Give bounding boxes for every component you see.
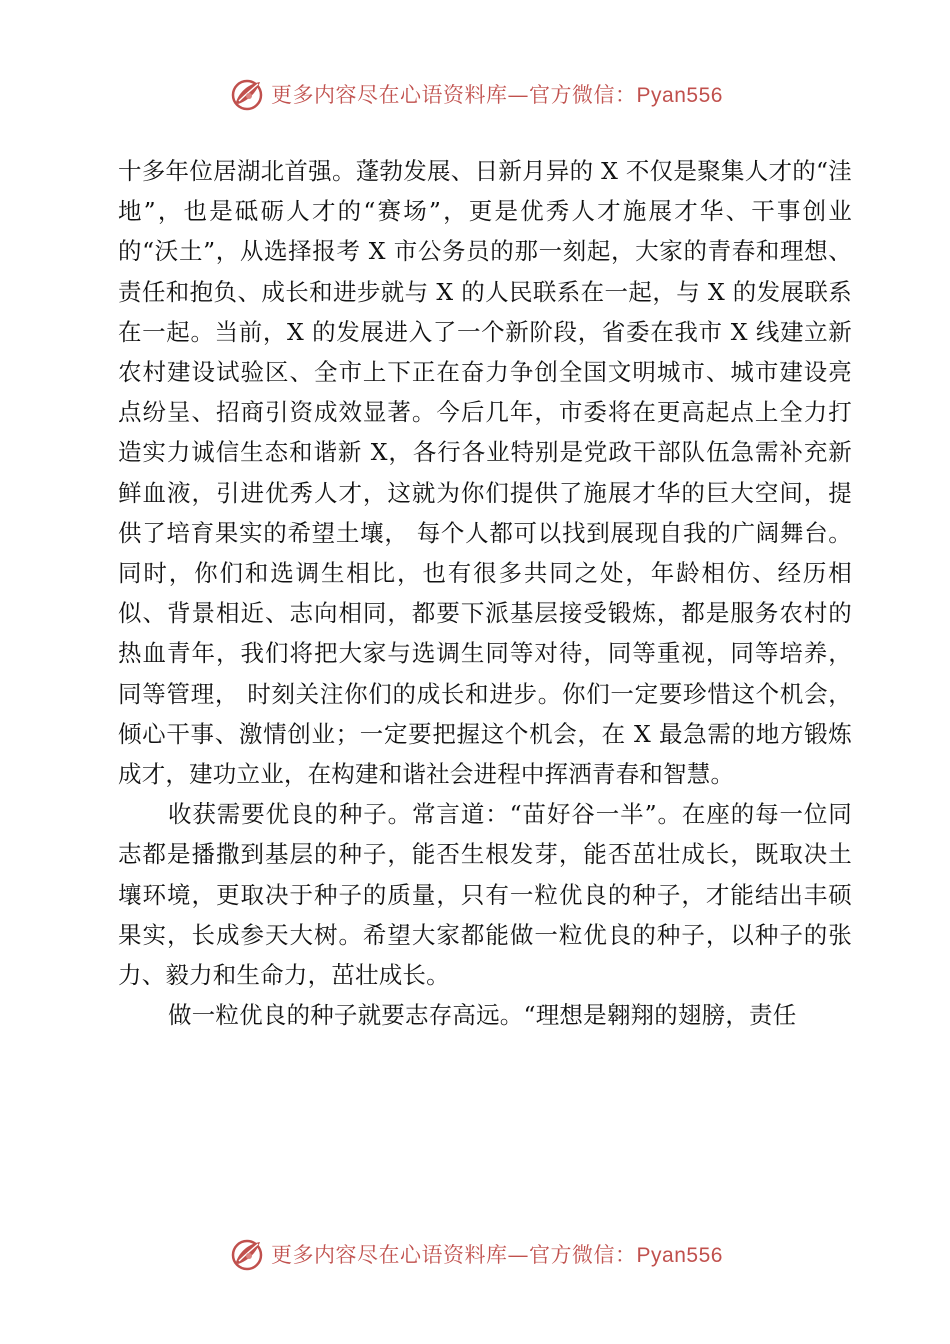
- footer-banner-text: 更多内容尽在心语资料库—官方微信：Pyan556: [271, 1243, 723, 1267]
- footer-banner: [0, 1232, 950, 1276]
- footer-wechat-id: Pyan556: [636, 1244, 723, 1267]
- leaf-swirl-logo-icon: [227, 74, 267, 114]
- header-wechat-id: Pyan556: [636, 84, 723, 107]
- leaf-swirl-logo-icon: [227, 1234, 267, 1274]
- header-banner: [0, 72, 950, 116]
- document-body: [118, 151, 852, 1035]
- paragraph-2: 收获需要优良的种子。常言道：“苗好谷一半”。在座的每一位同志都是播撒到基层的种子，能否生根发芽，能否茁壮成长，既取决土壤环境，更取决于种子的质量，只有一粒优良的种子，才能结出丰硕果实，长成参天大树。希望大家都能做一粒优良的种子，以种子的张力、毅力和生命力，茁壮成长。: [118, 800, 852, 990]
- paragraph-1: 十多年位居湖北首强。蓬勃发展、日新月异的 X 不仅是聚集人才的“洼地”，也是砥砺人才的“赛场”，更是优秀人才施展才华、干事创业的“沃土”，从选择报考 X 市公务员的那一刻起，大家的青春和理想、责任和抱负、成长和进步就与 X 的人民联系在一起，与 X 的发展联系在一起。当前，X 的发展进入了一个新阶段，省委在我市 X 线建立新农村建设试验区、全市上下正在奋力争创全国文明城市、城市建设亮点纷呈、招商引资成效显著。今后几年，市委将在更高起点上全力打造实力诚信生态和谐新 X，各行各业特别是党政干部队伍急需补充新鲜血液，引进优秀人才，这就为你们提供了施展才华的巨大空间，提供了培育果实的希望土壤， 每个人都可以找到展现自我的广阔舞台。同时，你们和选调生相比，也有很多共同之处，年龄相仿、经历相似、背景相近、志向相同，都要下派基层接受锻炼，都是服务农村的热血青年，我们将把大家与选调生同等对待，同等重视，同等培养，同等管理， 时刻关注你们的成长和进步。你们一定要珍惜这个机会，倾心干事、激情创业；一定要把握这个机会，在 X 最急需的地方锻炼成才，建功立业，在构建和谐社会进程中挥洒青春和智慧。: [118, 157, 852, 789]
- header-banner-text: 更多内容尽在心语资料库—官方微信：Pyan556: [271, 83, 723, 107]
- paragraph-3: 做一粒优良的种子就要志存高远。“理想是翱翔的翅膀，责任: [168, 1001, 797, 1030]
